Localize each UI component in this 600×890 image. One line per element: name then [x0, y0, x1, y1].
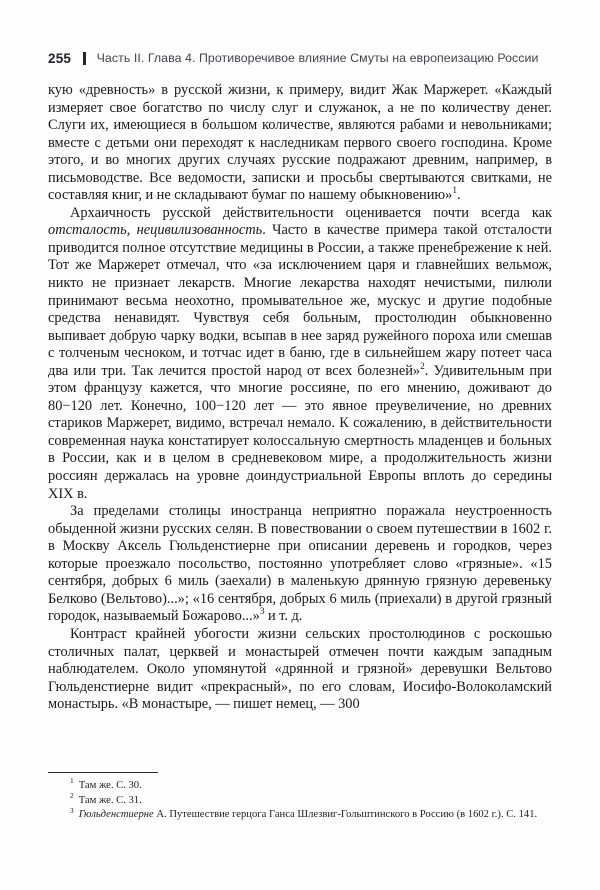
footnote-3-marker: 3: [70, 805, 74, 815]
paragraph-3-tail: и т. д.: [264, 608, 303, 625]
footnote-2: [48, 791, 552, 808]
paragraph-4: [48, 626, 552, 714]
paragraph-2: [48, 205, 552, 503]
paragraph-1: [48, 82, 552, 205]
footnote-2-text: Там же. С. 31.: [78, 794, 142, 806]
paragraph-2-emphasis: отсталость, нецивилизованность: [48, 222, 263, 239]
running-head-title: Часть II. Глава 4. Противоречивое влияние Смуты на европеизацию России: [96, 51, 539, 65]
footnote-1: [48, 776, 552, 793]
footnote-ref-3[interactable]: 3: [259, 607, 265, 618]
paragraph-2-mid: . Часто в качестве примера такой отсталости приводится полное отсутствие медицины в России, а также пренебрежение к ней. Тот же Маржерет отмечал, что «за исключением царя и главнейших вельмож, никто не признает лекарств. Многие лекарства находят нечистыми, пилюли принимают весьма неохотно, промывательное же, мускус и другие подобные средства ненавидят. Чувствуя себя больным, простолюдин обыкновенно выпивает добрую чарку водки, всыпав в нее заряд ружейного пороха или смешав с толченым чесноком, и тотчас идет в баню, где в сильнейшем жару потеет часа два или три. Так лечится простой народ от всех болезней»: [48, 222, 552, 379]
paragraph-2-tail: . Удивительным при этом французу кажется, что многие россияне, по его мнению, доживают до 80−120 лет. Конечно, 100−120 лет — это явное преувеличение, но древних стариков Маржерет, видимо, встречал немало. К сожалению, в действительности современная наука констатирует колоссальную смертность младенцев и больных в России, как и в целом в средневековом мире, а продолжительность жизни россиян держалась на уровне доиндустриальной Европы вплоть до середины XIX в.: [48, 362, 553, 502]
footnote-1-marker: 1: [70, 776, 74, 786]
body-text-block: [48, 82, 552, 714]
paragraph-3-lead: За пределами столицы иностранца неприятно поражала неустроенность обыденной жизни русских селян. В повествовании о своем путешествии в 1602 г. в Москву Аксель Гюльденстиерне при описании деревень и городков, через которые проезжало посольство, постоянно употребляет слово «грязные». «15 сентября, добрых 6 миль (заехали) в маленькую дрянную грязную деревеньку Белково (Вельтово)...»; «16 сентября, добрых 6 миль (приехали) в другой грязный городок, называемый Божарово...»: [48, 503, 552, 625]
paragraph-1-text: кую «древность» в русской жизни, к примеру, видит Жак Маржерет. «Каждый измеряет свое богатство по числу слуг и служанок, а не по количеству денег. Слуги их, имеющиеся в большом количестве, являются рабами и невольниками; вместе с детьми они переходят к наследникам первого своего господина. Кроме этого, и во многих других случаях русские подражают древним, например, в письмоводстве. Все ведомости, записки и просьбы свертываются свитками, не составляя книг, и не складывают бумаг по нашему обыкновению»: [48, 82, 552, 204]
paragraph-4-text: Контраст крайней убогости жизни сельских простолюдинов с роскошью столичных палат, церквей и монастырей отмечен почти каждым западным наблюдателем. Около упомянутой «дрянной и грязной» деревушки Вельтово Гюльденстиерне видит «прекрасный», по его словам, Иосифо-Волоколамский монастырь. «В монастыре, — пишет немец, — 300: [48, 625, 552, 713]
paragraph-2-lead: Архаичность русской действительности оценивается почти всегда как: [70, 204, 552, 221]
footnote-2-marker: 2: [70, 791, 74, 801]
paragraph-3: [48, 503, 552, 626]
footnote-3-author: Гюльденстиерне: [78, 809, 154, 821]
footnote-1-text: Там же. С. 30.: [78, 780, 142, 791]
running-head: [48, 48, 552, 68]
header-divider-icon: [83, 52, 86, 65]
footnote-3-text: А. Путешествие герцога Ганса Шлезвиг-Гольштинского в Россию (в 1602 г.). С. 141.: [153, 809, 538, 821]
footnote-3: [48, 805, 552, 822]
footnote-separator-rule: [48, 772, 158, 773]
footnote-area: [48, 772, 552, 823]
paragraph-1-tail: .: [457, 187, 461, 204]
page-number: 255: [48, 50, 72, 66]
footnote-ref-2[interactable]: 2: [420, 361, 425, 372]
footnote-ref-1[interactable]: 1: [452, 186, 458, 197]
